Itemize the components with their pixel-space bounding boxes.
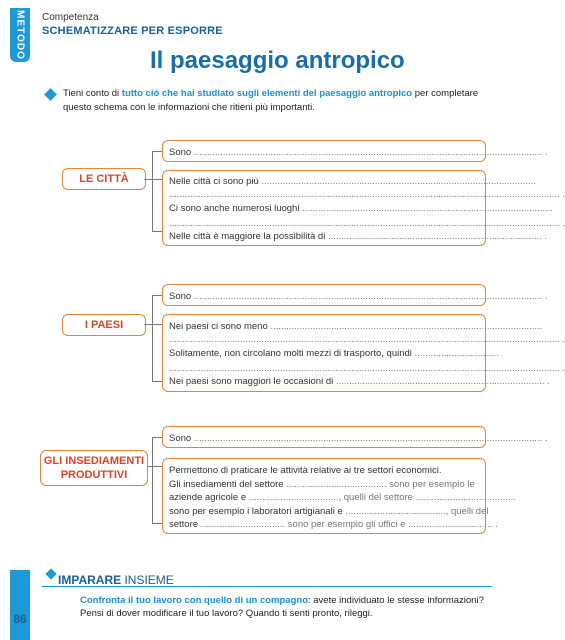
fill-line: Sono .................................................................................................................................... . (169, 291, 548, 302)
connector-tick (148, 466, 162, 467)
fill-line: .................................................................................................................................................... . (169, 334, 565, 345)
page-title: Il paesaggio antropico (150, 47, 405, 74)
fill-line: Solitamente, non circolano molti mezzi di trasporto, quindi ................................ (169, 348, 500, 359)
fill-line: Sono .................................................................................................................................... . (169, 433, 548, 444)
imparare-insieme-heading: IMPARARE INSIEME (58, 573, 174, 587)
fill-box-citta-sono[interactable] (162, 140, 548, 162)
connector-tick (152, 231, 162, 232)
fill-box-insediamenti-details[interactable] (162, 458, 516, 534)
fill-line: Nei paesi sono maggiori le occasioni di ............................................................................... . (169, 376, 550, 387)
fill-line: .................................................................................................................................................... . (169, 218, 565, 229)
instructions-text: Tieni conto di tutto ciò che hai studiato sugli elementi del paesaggio antropico per completare questo schema con le informazioni che ritieni più importanti. (63, 88, 479, 113)
category-le-citta: LE CITTÀ (62, 168, 146, 190)
fill-line: Sono .................................................................................................................................... . (169, 147, 548, 158)
category-insediamenti-produttivi: GLI INSEDIAMENTI PRODUTTIVI (40, 450, 148, 486)
fill-line: sono per esempio i laboratori artigianali e ......................................, quelli del (169, 505, 489, 517)
fill-box-paesi-details[interactable] (162, 314, 565, 392)
fill-line: Permettono di praticare le attività relative ai tre settori economici. (169, 465, 442, 476)
fill-line: aziende agricole e .................................., quelli del settore ...................................... (169, 492, 516, 503)
competenza-label: Competenza (42, 12, 99, 23)
page-number: 86 (13, 612, 27, 626)
method-tab (10, 8, 30, 62)
diamond-bullet-icon (45, 568, 56, 579)
connector-tick (152, 523, 162, 524)
connector-tick (152, 437, 162, 438)
connector-tick (152, 151, 162, 152)
fill-line: Nei paesi ci sono meno ....................................................................................................... (169, 321, 543, 332)
fill-line: .................................................................................................................................................... . (169, 363, 565, 374)
section-title: SCHEMATIZZARE PER ESPORRE (42, 25, 223, 37)
fill-line: .................................................................................................................................................... . (169, 189, 565, 200)
page-number-bar (10, 570, 30, 640)
divider (42, 586, 492, 587)
connector-line (152, 437, 153, 523)
connector-tick (144, 179, 162, 180)
connector-line (152, 151, 153, 231)
fill-line: Nelle città è maggiore la possibilità di ................................................................................. . (169, 231, 548, 242)
fill-line: settore ................................ sono per esempio gli uffici e ................................ . (169, 519, 498, 530)
fill-box-insediamenti-sono[interactable] (162, 426, 548, 448)
method-tab-label: METODO (14, 10, 26, 60)
fill-box-citta-details[interactable] (162, 170, 565, 246)
connector-tick (144, 324, 162, 325)
category-i-paesi: I PAESI (62, 314, 146, 336)
connector-tick (152, 295, 162, 296)
fill-line: Nelle città ci sono più ........................................................................................................ (169, 176, 536, 187)
fill-line: Ci sono anche numerosi luoghi ............................................................................................... (169, 203, 553, 214)
instructions-highlight: tutto ciò che hai studiato sugli elementi del paesaggio antropico (121, 88, 413, 99)
fill-box-paesi-sono[interactable] (162, 284, 548, 306)
imparare-insieme-text: Confronta il tuo lavoro con quello di un compagno: avete individuato le stesse informazioni? Pensi di dover modificare il tuo lavoro? Quando ti senti pronto, rileggi. (80, 595, 484, 619)
diamond-bullet-icon (44, 88, 57, 101)
fill-line: Gli insediamenti del settore ...................................... sono per esempio le (169, 478, 475, 490)
connector-tick (152, 381, 162, 382)
connector-line (152, 295, 153, 381)
